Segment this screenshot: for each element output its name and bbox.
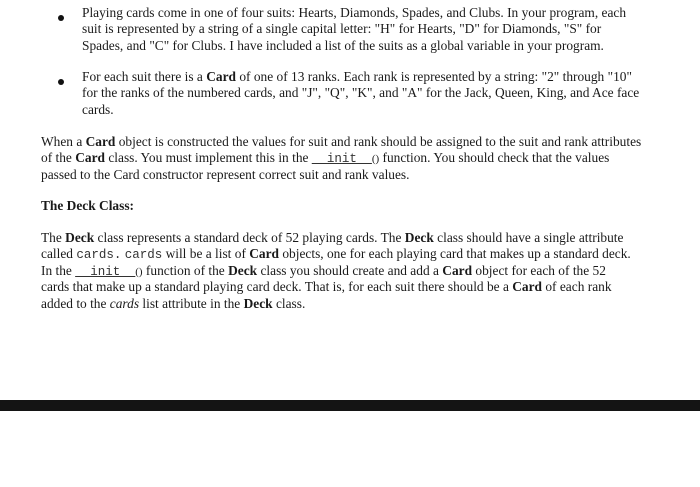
- deck-class-heading: The Deck Class:: [41, 198, 134, 213]
- init-code: __init__: [75, 264, 136, 279]
- deck-paragraph: [41, 230, 631, 312]
- text-line: suit is represented by a string of a single capital letter: "H" for Hearts, "D" for Diamonds, "S" for: [82, 21, 602, 37]
- text-line: Spades, and "C" for Clubs. I have included a list of the suits as a global variable in your program.: [82, 37, 604, 53]
- bullet-marker: [58, 15, 64, 21]
- text-line: called cards. cards will be a list of Card objects, one for each playing card that makes up a standard deck.: [41, 246, 631, 263]
- text-line: added to the cards list attribute in the Deck class.: [41, 295, 306, 311]
- cards-code: cards: [124, 248, 163, 263]
- text-line: In the __init__() function of the Deck class you should create and add a Card object for each of the 52: [41, 262, 606, 279]
- bullet-suits: [82, 5, 626, 54]
- text-line: cards that make up a standard playing card deck. That is, for each suit there should be a Card of each rank: [41, 279, 612, 295]
- text-line: cards.: [82, 101, 114, 117]
- text-line: of the Card class. You must implement this in the __init__() function. You should check that the values: [41, 150, 610, 167]
- card-paragraph: [41, 134, 641, 183]
- text-line: Playing cards come in one of four suits: Hearts, Diamonds, Spades, and Clubs. In your program, each: [82, 5, 627, 20]
- text-line: passed to the Card constructor represent correct suit and rank values.: [41, 166, 410, 182]
- bullet-marker: [58, 79, 64, 85]
- text-line: When a Card object is constructed the values for suit and rank should be assigned to the suit and rank attributes: [41, 134, 642, 149]
- bullet-ranks: [82, 69, 639, 118]
- text-line: The Deck class represents a standard deck of 52 playing cards. The Deck class should have a single attribute: [41, 230, 624, 245]
- init-code: __init__: [311, 152, 372, 167]
- page-divider: [0, 400, 700, 411]
- text-line: For each suit there is a Card of one of 13 ranks. Each rank is represented by a string: "2" through "10": [82, 69, 632, 84]
- text-line: for the ranks of the numbered cards, and "J", "Q", "K", and "A" for the Jack, Queen, King, and Ace face: [82, 85, 640, 101]
- cards-code: cards.: [76, 248, 122, 263]
